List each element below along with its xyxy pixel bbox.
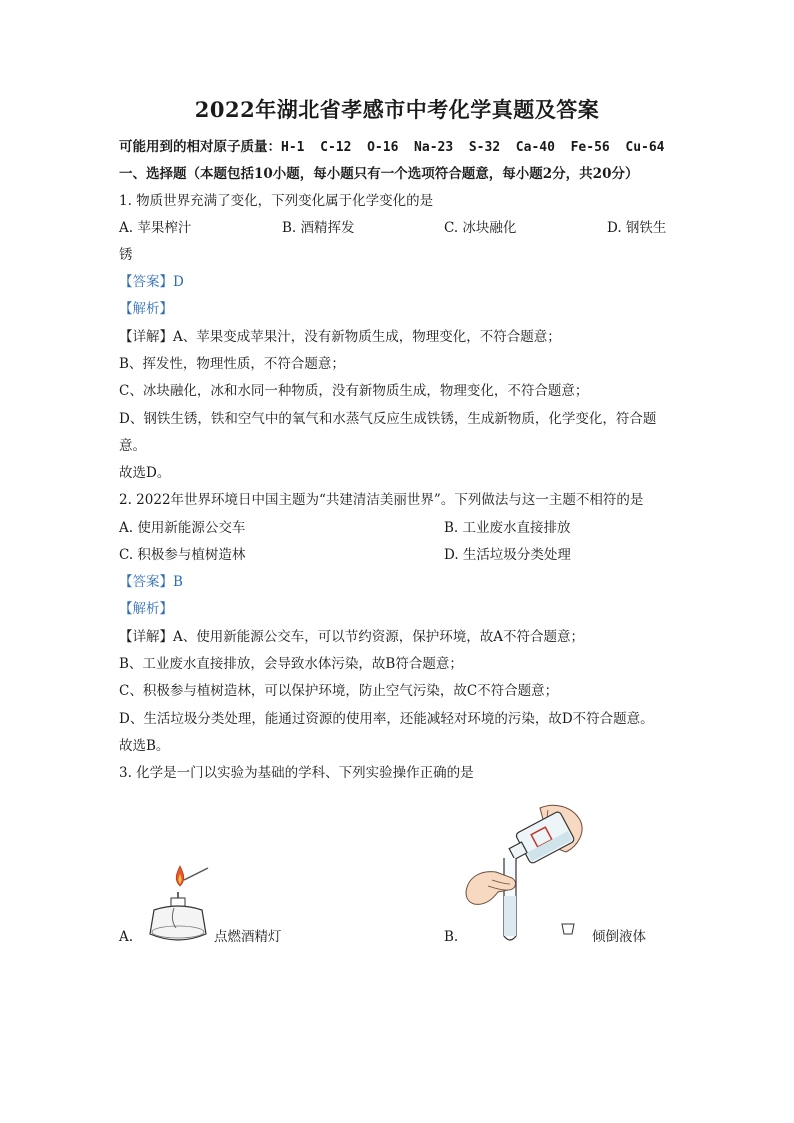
question-2-option-b: B. 工业废水直接排放: [444, 520, 571, 536]
page-title: 2022年湖北省孝感市中考化学真题及答案: [194, 97, 600, 122]
atomic-mass-values: H-1 C-12 O-16 Na-23 S-32 Ca-40 Fe-56 Cu-64: [281, 140, 665, 155]
question-2-option-c: C. 积极参与植树造林: [119, 547, 246, 563]
question-1-option-b: B. 酒精挥发: [282, 220, 355, 236]
question-1-detail-line: 【详解】A、苹果变成苹果汁，没有新物质生成，物理变化，不符合题意；: [119, 329, 561, 345]
question-1-stem: 1. 物质世界充满了变化，下列变化属于化学变化的是: [119, 193, 434, 209]
question-1-detail-line: B、挥发性，物理性质，不符合题意；: [119, 356, 345, 372]
atomic-mass-label: 可能用到的相对原子质量：: [119, 139, 281, 155]
question-3-stem: 3. 化学是一门以实验为基础的学科、下列实验操作正确的是: [119, 765, 474, 781]
question-1-analysis-label: 【解析】: [119, 301, 173, 317]
question-2-answer: 【答案】B: [119, 574, 183, 590]
atomic-mass-line: [119, 137, 665, 158]
question-1-answer: 【答案】D: [119, 274, 184, 290]
question-1-option-c: C. 冰块融化: [444, 220, 517, 236]
question-2-option-a: A. 使用新能源公交车: [119, 520, 246, 536]
section-heading: 一、选择题（本题包括10小题，每小题只有一个选项符合题意，每小题2分，共20分）: [119, 166, 639, 182]
question-2-option-d: D. 生活垃圾分类处理: [444, 547, 571, 563]
question-1-option-a: A. 苹果榨汁: [119, 220, 192, 236]
pouring-liquid-illustration: [462, 800, 592, 945]
question-3-option-b-text: 倾倒液体: [592, 929, 646, 945]
question-3-option-a-text: 点燃酒精灯: [214, 929, 282, 945]
question-2-conclusion: 故选B。: [119, 738, 170, 754]
question-2-detail-line: D、生活垃圾分类处理，能通过资源的使用率，还能减轻对环境的污染，故D不符合题意。: [119, 711, 654, 727]
question-3-option-b-letter: B.: [444, 929, 459, 945]
question-1-conclusion: 故选D。: [119, 465, 171, 481]
question-1-detail-line: D、钢铁生锈，铁和空气中的氧气和水蒸气反应生成铁锈，生成新物质，化学变化，符合题: [119, 411, 657, 427]
question-3-option-a-letter: A.: [119, 929, 134, 945]
question-1-detail-line: C、冰块融化，冰和水同一种物质，没有新物质生成，物理变化，不符合题意；: [119, 383, 589, 399]
question-2-detail-line: C、积极参与植树造林，可以保护环境，防止空气污染，故C不符合题意；: [119, 683, 559, 699]
question-2-detail-line: B、工业废水直接排放，会导致水体污染，故B符合题意；: [119, 656, 463, 672]
question-1-option-d-wrap: 锈: [119, 247, 133, 263]
alcohol-lamp-illustration: [140, 862, 212, 947]
question-2-stem: 2. 2022年世界环境日中国主题为“共建清洁美丽世界”。下列做法与这一主题不相符的是: [119, 492, 644, 508]
question-1-detail-line: 意。: [119, 438, 146, 454]
question-2-detail-line: 【详解】A、使用新能源公交车，可以节约资源，保护环境，故A不符合题意；: [119, 629, 584, 645]
question-2-analysis-label: 【解析】: [119, 601, 173, 617]
question-1-option-d: D. 钢铁生: [607, 220, 667, 236]
